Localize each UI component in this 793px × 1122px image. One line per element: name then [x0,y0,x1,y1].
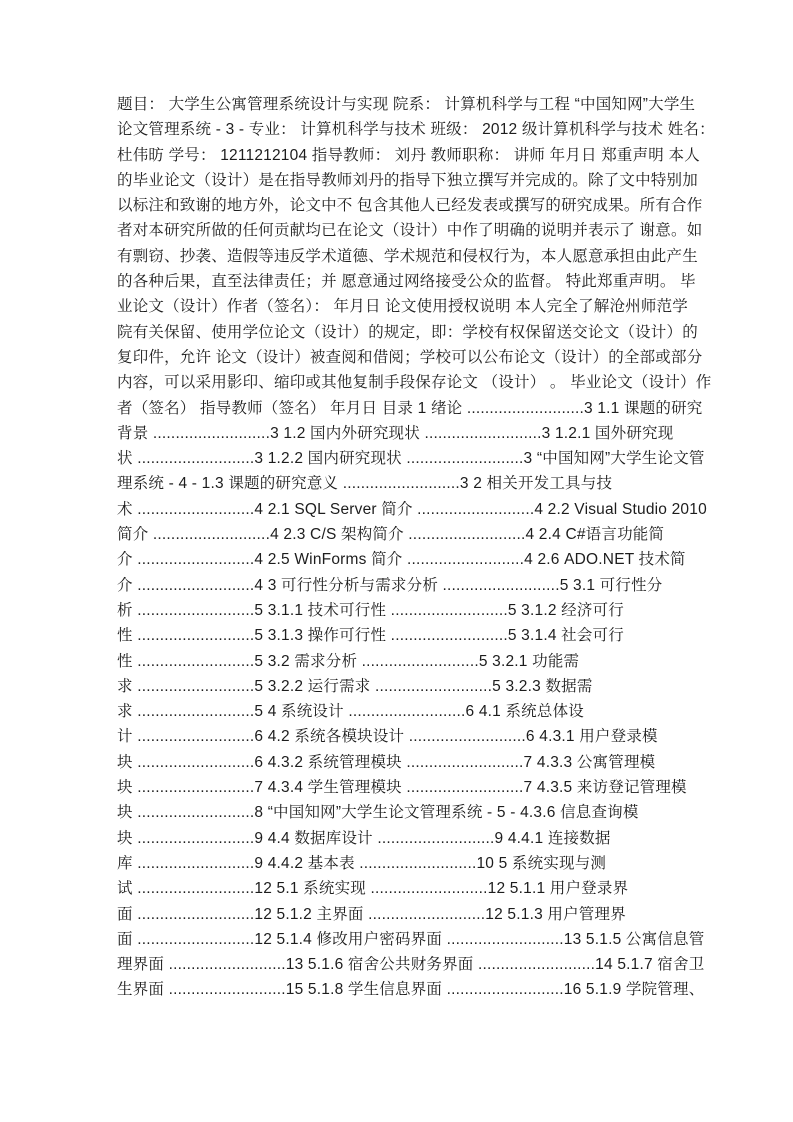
document-line: 介 ..........................4 3 可行性分析与需求分析 ..........................5 3.1 可行性分 [117,576,663,594]
document-line: 的各种后果，直至法律责任；并 愿意通过网络接受公众的监督。 特此郑重声明。 毕 [117,273,696,291]
document-line: 面 ..........................12 5.1.2 主界面 ..........................12 5.1.3 用户管理界 [117,905,626,923]
document-line: 块 ..........................7 4.3.4 学生管理模块 ..........................7 4.3.5 来访登记管理模 [117,779,687,797]
document-line: 题目： 大学生公寓管理系统设计与实现 院系： 计算机科学与工程 “中国知网”大学生 [117,96,696,113]
document-line: 术 ..........................4 2.1 SQL Server 简介 ..........................4 2.2 Visual Studio 2010 [117,500,707,518]
document-line: 面 ..........................12 5.1.4 修改用户密码界面 ..........................13 5.1.5 公寓信息管 [117,930,705,948]
document-line: 以标注和致谢的地方外，论文中不 包含其他人已经发表或撰写的研究成果。所有合作 [117,197,703,215]
document-line: 论文管理系统 - 3 - 专业： 计算机科学与技术 班级： 2012 级计算机科学与技术 姓名： [117,121,715,139]
document-line: 求 ..........................5 3.2.2 运行需求 ..........................5 3.2.3 数据需 [117,677,593,695]
document-line: 求 ..........................5 4 系统设计 ..........................6 4.1 系统总体设 [117,703,584,721]
document-line: 者对本研究所做的任何贡献均已在论文（设计）中作了明确的说明并表示了 谢意。如 [117,222,703,240]
document-line: 杜伟昉 学号： 1211212104 指导教师： 刘丹 教师职称： 讲师 年月日 郑重声明 本人 [117,146,700,164]
document-line: 状 ..........................3 1.2.2 国内研究现状 ..........................3 “中国知网”大学生论文管 [117,450,705,468]
document-line: 块 ..........................6 4.3.2 系统管理模块 ..........................7 4.3.3 公寓管理模 [117,753,656,771]
document-line: 试 ..........................12 5.1 系统实现 ..........................12 5.1.1 用户登录界 [117,880,629,898]
document-line: 有剽窃、抄袭、造假等违反学术道德、学术规范和侵权行为，本人愿意承担由此产生 [117,247,698,265]
document-line: 业论文（设计）作者（签名）： 年月日 论文使用授权说明 本人完全了解沧州师范学 [117,298,688,316]
document-line: 简介 ..........................4 2.3 C/S 架构简介 ..........................4 2.4 C#语言功能简 [117,526,665,544]
document-line: 性 ..........................5 3.1.3 操作可行性 ..........................5 3.1.4 社会可行 [117,627,624,645]
document-line: 块 ..........................9 4.4 数据库设计 ..........................9 4.4.1 连接数据 [117,829,611,847]
document-line: 析 ..........................5 3.1.1 技术可行性 ..........................5 3.1.2 经济可行 [117,601,624,619]
document-line: 性 ..........................5 3.2 需求分析 ..........................5 3.2.1 功能需 [117,652,580,670]
document-line: 计 ..........................6 4.2 系统各模块设计 ..........................6 4.3.1 用户登录模 [117,728,658,746]
document-line: 背景 ..........................3 1.2 国内外研究现状 ..........................3 1.2.1 国外研究现 [117,424,674,442]
document-line: 院有关保留、使用学位论文（设计）的规定，即：学校有权保留送交论文（设计）的 [117,323,698,341]
document-line: 库 ..........................9 4.4.2 基本表 ..........................10 5 系统实现与测 [117,854,607,872]
document-line: 生界面 ..........................15 5.1.8 学生信息界面 ..........................16 5.1.9 学院管理、 [117,981,705,999]
document-line: 者（签名） 指导教师（签名） 年月日 目录 1 绪论 ..........................3 1.1 课题的研究 [117,399,703,417]
document-line: 介 ..........................4 2.5 WinForms 简介 ..........................4 2.6 ADO.NET 技术简 [117,551,686,569]
document-line: 复印件，允许 论文（设计）被查阅和借阅；学校可以公布论文（设计）的全部或部分 [117,348,703,366]
document-line: 理界面 ..........................13 5.1.6 宿舍公共财务界面 ..........................14 5.1.7 宿舍卫 [117,956,705,974]
document-line: 块 ..........................8 “中国知网”大学生论文管理系统 - 5 - 4.3.6 信息查询模 [117,804,639,822]
document-line: 理系统 - 4 - 1.3 课题的研究意义 ..........................3 2 相关开发工具与技 [117,475,613,493]
document-line: 内容，可以采用影印、缩印或其他复制手段保存论文 （设计） 。 毕业论文（设计）作 [117,374,712,392]
document-line: 的毕业论文（设计）是在指导教师刘丹的指导下独立撰写并完成的。除了文中特别加 [117,171,698,189]
document-text-block [117,92,715,1003]
